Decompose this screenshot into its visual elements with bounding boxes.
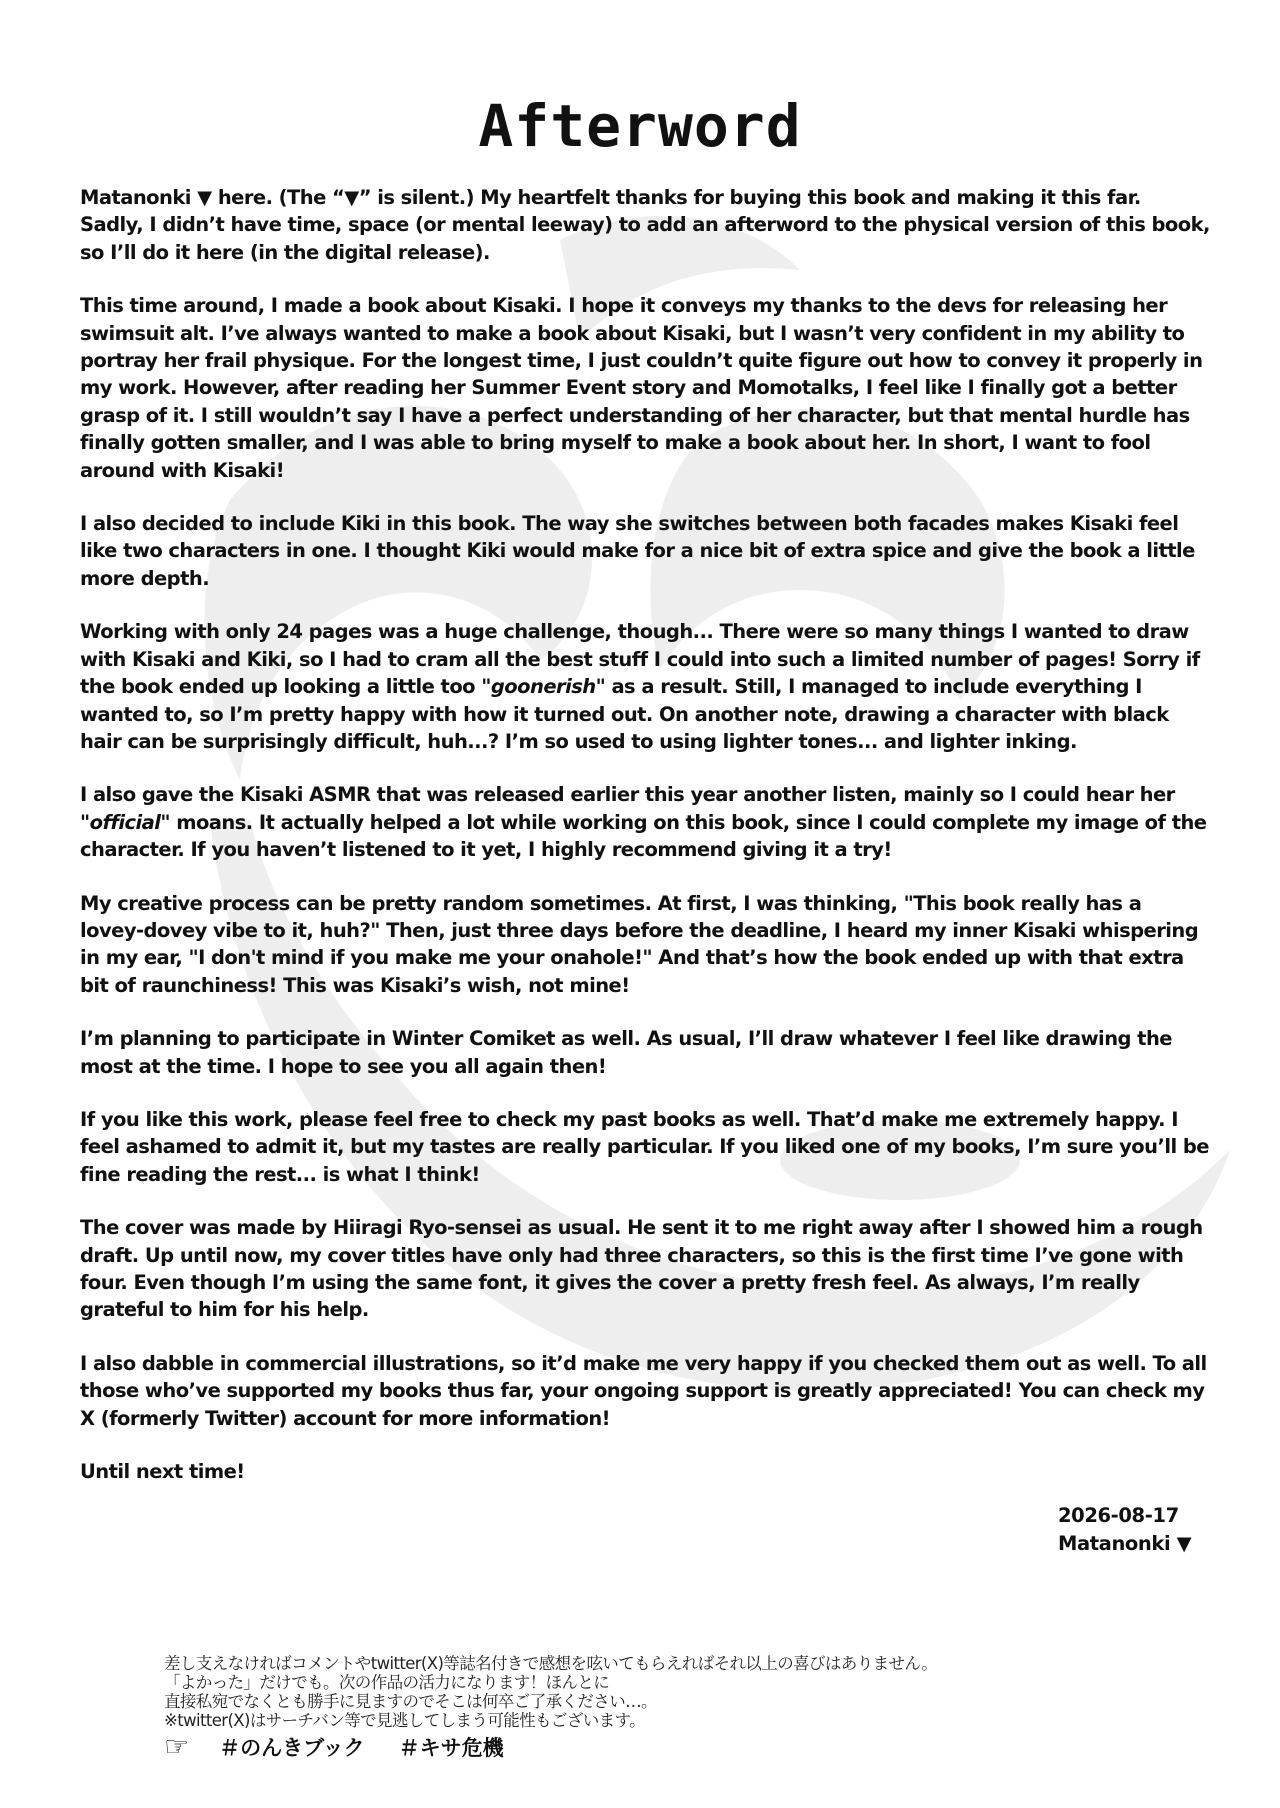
paragraph-text: moans. It actually helped a lot while working on this book, since I could complete my image of the character. If you haven’t listened to it yet, I highly recommend giving it a try! (80, 810, 1207, 862)
afterword-paragraph (80, 1025, 1210, 1080)
paragraph-text: Matanonki ▼ here. (The “▼” is silent.) My heartfelt thanks for buying this book and making it this far. Sadly, I didn’t have time, space (or mental leeway) to add an afterword to the physical version of this book, so I’ll do it here (in the digital release). (80, 186, 1210, 264)
signature-date: 2026-08-17 (1058, 1504, 1179, 1527)
hashtag-row (164, 1730, 538, 1763)
japanese-note (164, 1654, 1184, 1730)
emphasis-text: "goonerish" (481, 675, 606, 699)
page-title: Afterword (478, 92, 802, 160)
afterword-paragraph (80, 618, 1210, 755)
emphasis-text: "official" (80, 810, 170, 834)
paragraph-text: Working with only 24 pages was a huge challenge, though... There were so many things I wanted to draw with Kisaki and Kiki, so I had to cram all the best stuff I could into such a limited number of pages! Sorry if the book ended up looking a little too (80, 620, 1200, 699)
japanese-note-line: 差し支えなければコメントやtwitter(X)等誌名付きで感想を呟いてもらえればそれ以上の喜びはありません。 (164, 1654, 938, 1673)
paragraph-text: This time around, I made a book about Kisaki. I hope it conveys my thanks to the devs for releasing her swimsuit alt. I’ve always wanted to make a book about Kisaki, but I wasn’t very confident in my ability to portray her frail physique. For the longest time, I just couldn’t quite figure out how to convey it properly in my work. However, after reading her Summer Event story and Momotalks, I feel like I finally got a better grasp of it. I still wouldn’t say I have a perfect understanding of her character, but that mental hurdle has finally gotten smaller, and I was able to bring myself to make a book about her. In short, I want to fool around with Kisaki! (80, 294, 1203, 482)
afterword-paragraph (80, 1214, 1210, 1324)
signature-block (1058, 1502, 1191, 1558)
afterword-paragraph (80, 510, 1210, 592)
paragraph-text: The cover was made by Hiiragi Ryo-sensei as usual. He sent it to me right away after I showed him a rough draft. Up until now, my cover titles have only had three characters, so this is the first time I’ve gone with four. Even though I’m using the same font, it gives the cover a pretty fresh feel. As always, I’m really grateful to him for his help. (80, 1216, 1203, 1322)
afterword-paragraph (80, 890, 1210, 1000)
paragraph-text: I’m planning to participate in Winter Comiket as well. As usual, I’ll draw whatever I feel like drawing the most at the time. I hope to see you all again then! (80, 1027, 1172, 1078)
afterword-body (80, 184, 1210, 1485)
paragraph-text: as a result. Still, I managed to include everything I wanted to, so I’m pretty happy with how it turned out. On another note, drawing a character with black hair can be surprisingly difficult, huh...? I’m so used to using lighter tones... and lighter inking. (80, 675, 1169, 753)
afterword-paragraph (80, 184, 1210, 266)
japanese-note-line: 「よかった」だけでも。次の作品の活力になります！ほんとに (164, 1673, 610, 1692)
paragraph-text: I also dabble in commercial illustrations, so it’d make me very happy if you checked them out as well. To all those who’ve supported my books thus far, your ongoing support is greatly appreciated! You can check my X (formerly Twitter) account for more information! (80, 1351, 1207, 1430)
japanese-note-line: ※twitter(X)はサーチバン等で見逃してしまう可能性もございます。 (164, 1711, 646, 1730)
afterword-paragraph (80, 1106, 1210, 1188)
afterword-paragraph (80, 1350, 1210, 1432)
closing-line: Until next time! (80, 1460, 245, 1484)
paragraph-text: If you like this work, please feel free to check my past books as well. That’d make me extremely happy. I feel ashamed to admit it, but my tastes are really particular. If you liked one of my books, I’m sure you’ll be fine reading the rest... is what I think! (80, 1107, 1209, 1186)
paragraph-text: I also decided to include Kiki in this book. The way she switches between both facades makes Kisaki feel like two characters in one. I thought Kiki would make for a nice bit of extra spice and give the book a little more depth. (80, 512, 1195, 590)
hashtag-nonki-book: ＃のんきブック (219, 1735, 365, 1760)
japanese-note-line: 直接私宛でなくとも勝手に見ますのでそこは何卒ご了承ください…。 (164, 1692, 657, 1711)
signature-author: Matanonki ▼ (1058, 1532, 1192, 1555)
paragraph-text: I also gave the Kisaki ASMR that was released earlier this year another listen, mainly so I could hear her (80, 783, 1175, 807)
paragraph-text: My creative process can be pretty random sometimes. At first, I was thinking, "This book really has a lovey-dovey vibe to it, huh?" Then, just three days before the deadline, I heard my inner Kisaki whispering in my ear, "I don't mind if you make me your onahole!" And that’s how the book ended up with that extra bit of raunchiness! This was Kisaki’s wish, not mine! (80, 891, 1199, 997)
hashtag-kisa-kiki: ＃キサ危機 (398, 1735, 504, 1760)
afterword-paragraph (80, 292, 1210, 484)
afterword-paragraph (80, 781, 1210, 863)
pointing-hand-icon: ☞ (164, 1730, 190, 1763)
